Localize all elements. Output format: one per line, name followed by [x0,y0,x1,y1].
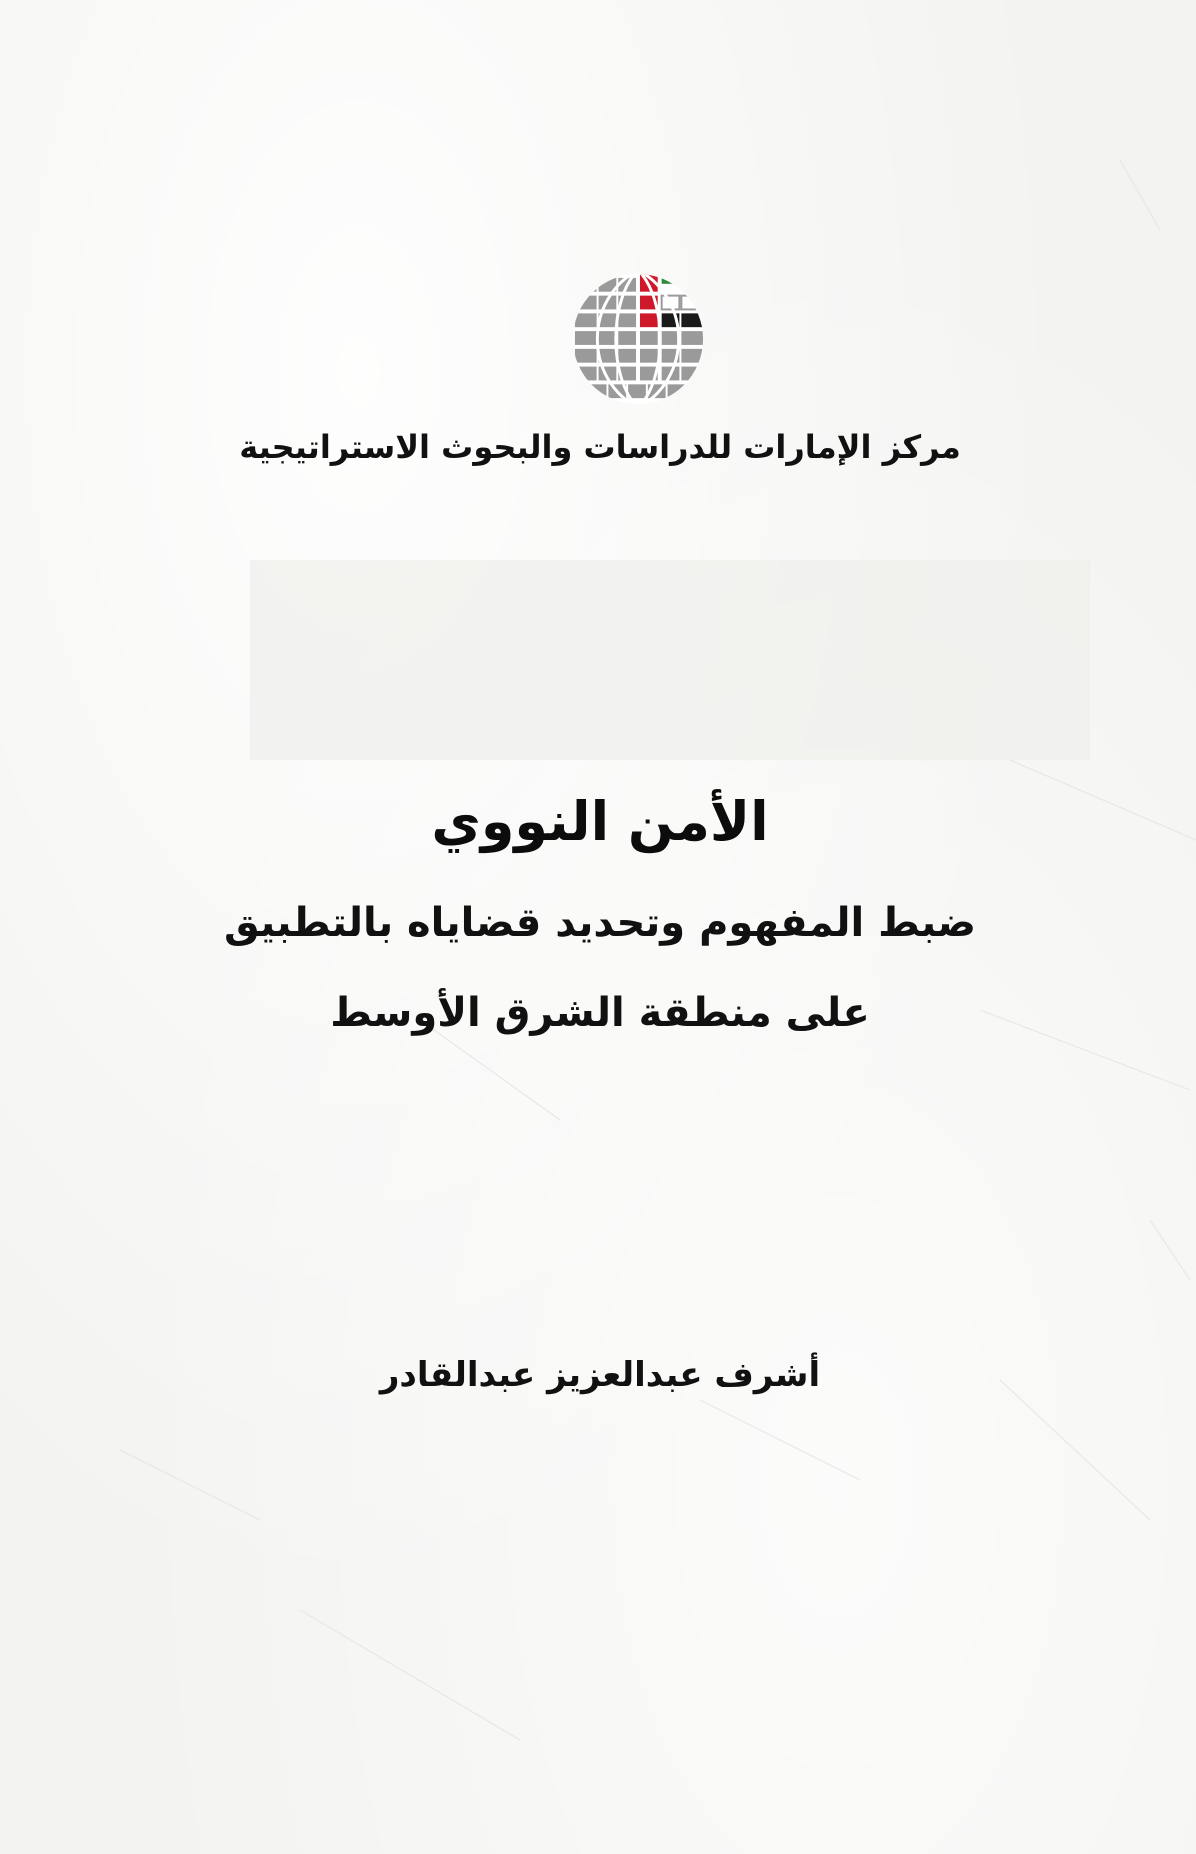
book-subtitle-line-2: على منطقة الشرق الأوسط [330,990,870,1036]
author-name: أشرف عبدالعزيز عبدالقادر [379,1355,821,1395]
publisher-name: مركز الإمارات للدراسات والبحوث الاستراتيجية [239,428,961,466]
globe-grid-logo-icon [569,270,707,408]
flag-cells [640,274,703,327]
book-subtitle-line-1: ضبط المفهوم وتحديد قضاياه بالتطبيق [224,900,976,946]
book-title: الأمن النووي [431,790,769,853]
